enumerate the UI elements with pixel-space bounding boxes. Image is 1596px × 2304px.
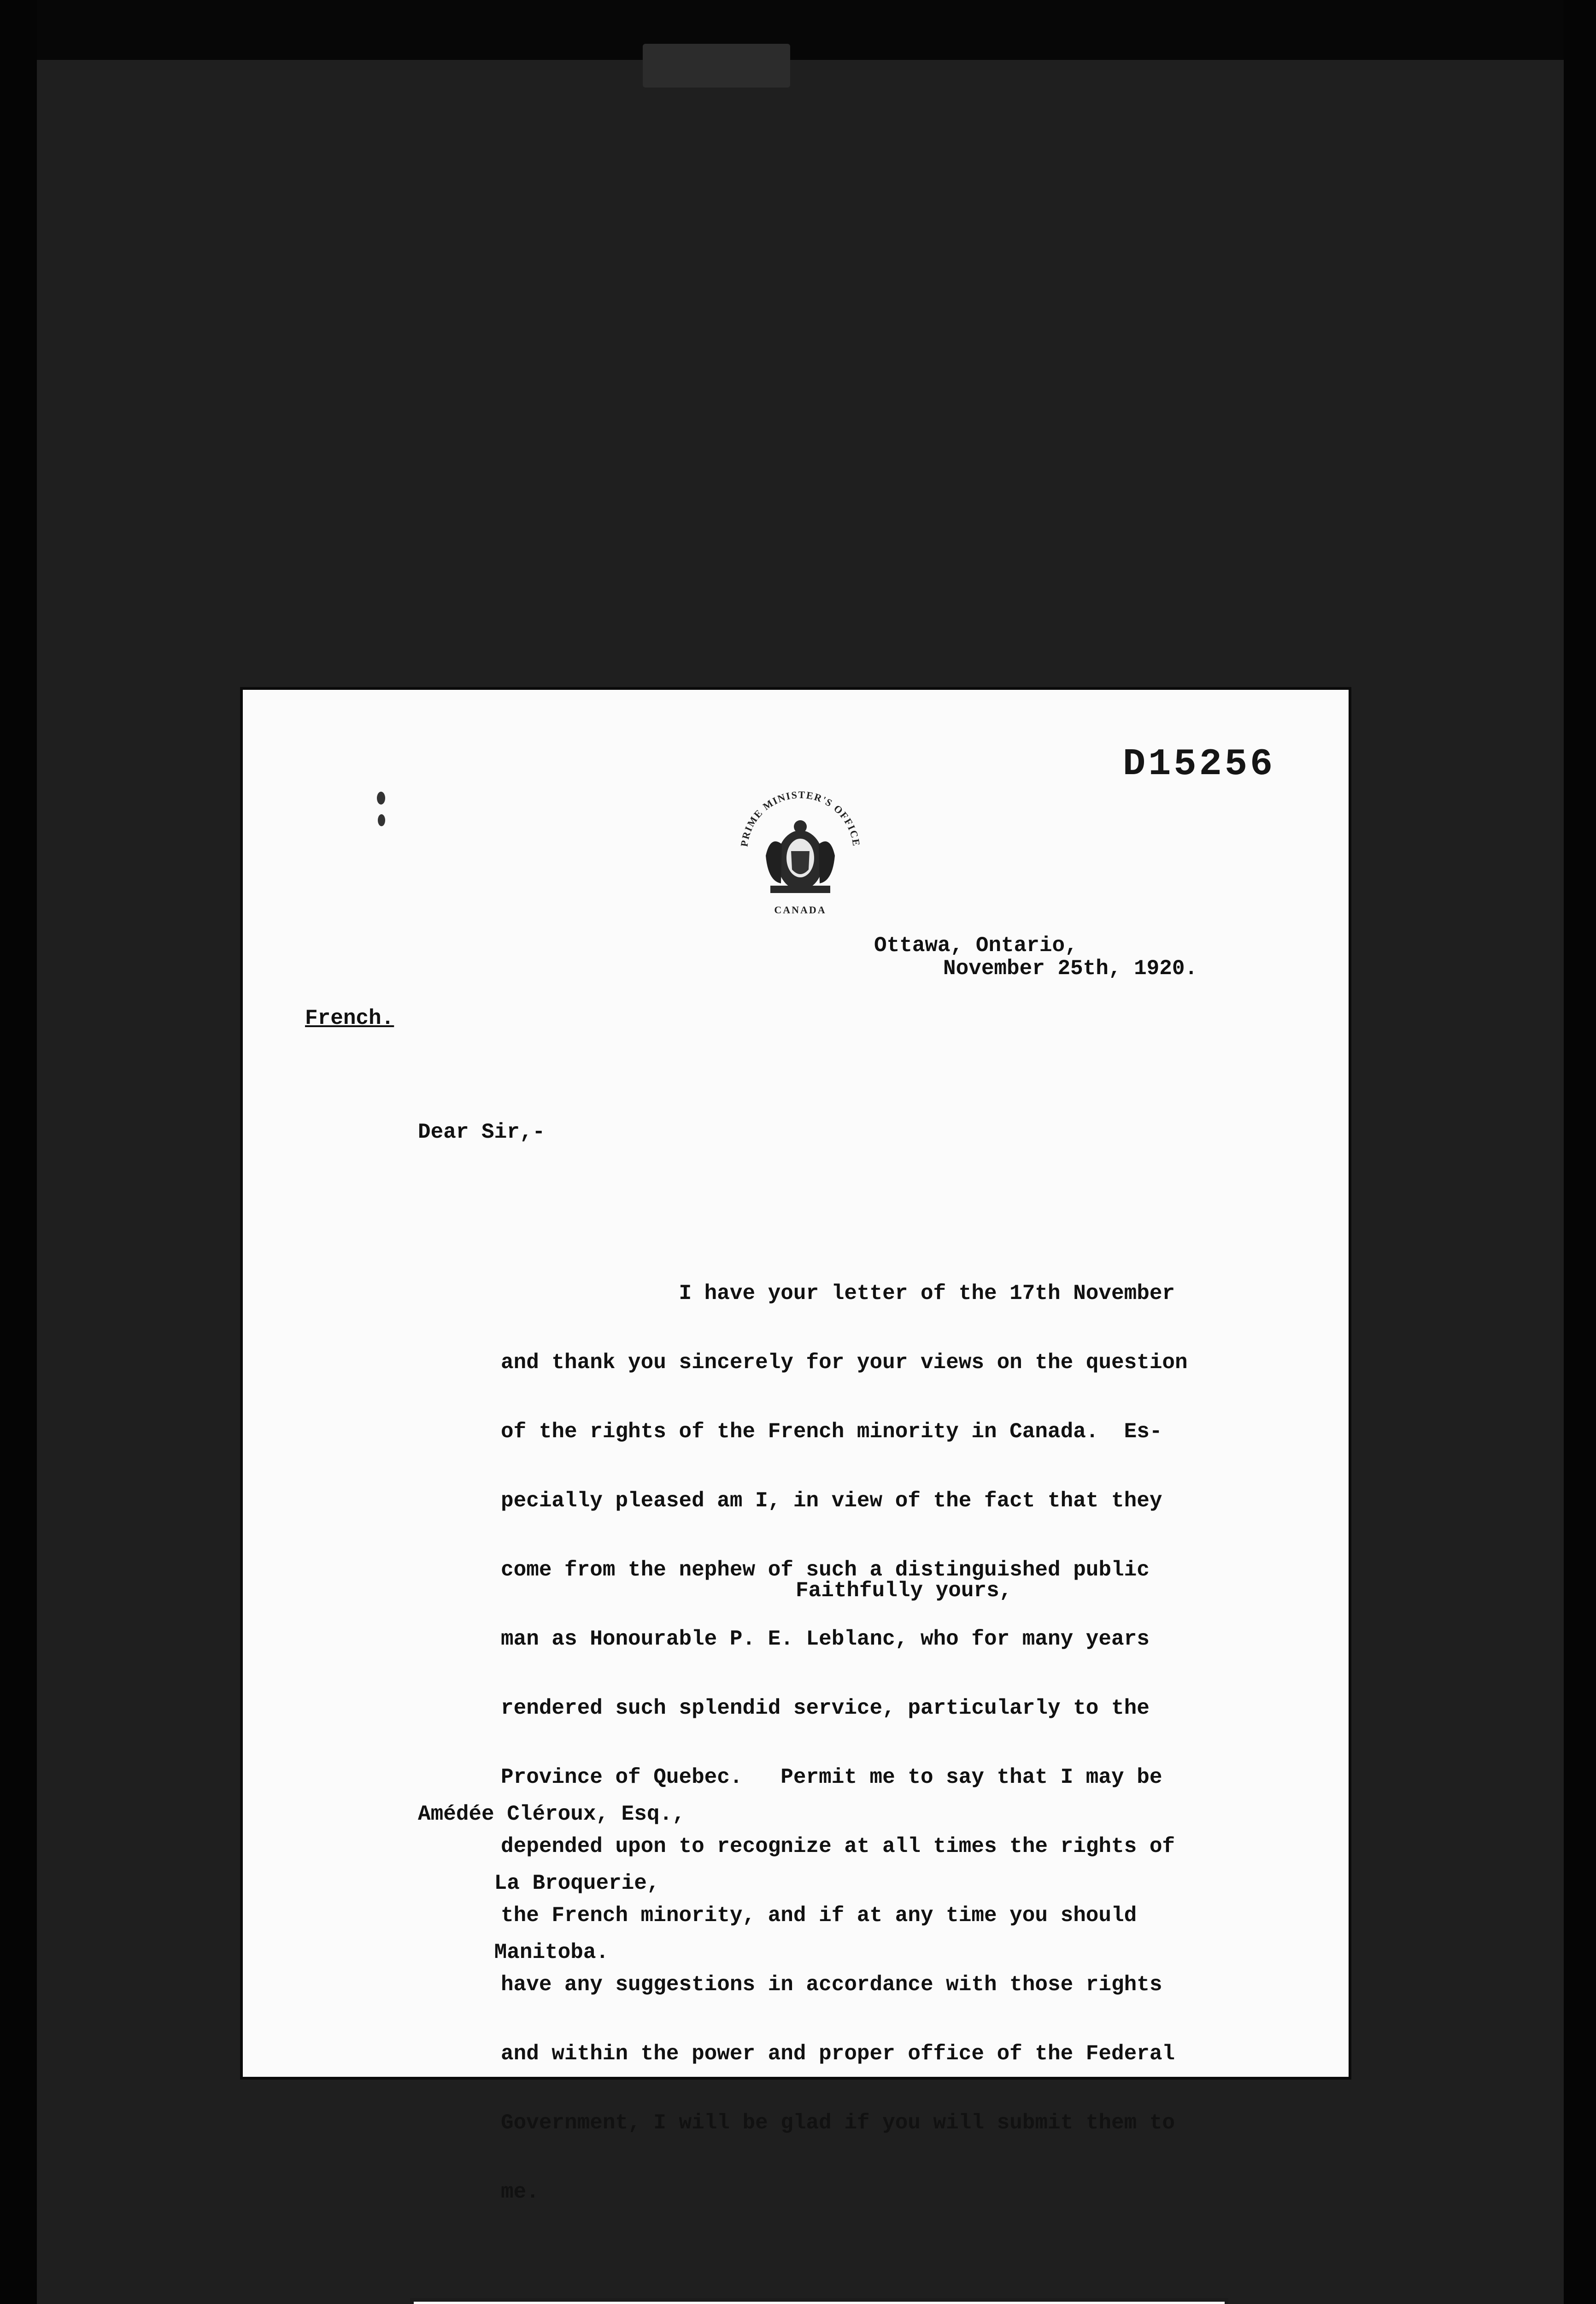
letter-salutation: Dear Sir,- [418,1120,546,1144]
addressee-line: Manitoba. [418,1940,609,1964]
body-line: pecially pleased am I, in view of the fact that they [501,1489,1162,1513]
body-line: Government, I will be glad if you will submit them to [501,2111,1175,2135]
prime-minister-crest-icon [727,775,874,927]
crest-arc-text: PRIME MINISTER'S OFFICE [738,788,863,847]
body-line: of the rights of the French minority in Canada. Es- [501,1420,1162,1444]
body-line: me. [501,2180,539,2204]
mounting-clip [643,44,790,88]
letter-addressee [418,1757,685,2010]
body-line: the French minority, and if at any time you should [501,1904,1137,1928]
body-line: man as Honourable P. E. Leblanc, who for many years [501,1627,1150,1651]
film-border-right [1564,0,1596,2304]
series-strip [414,2302,1225,2304]
letter-closing: Faithfully yours, [796,1579,1012,1603]
punch-mark-icon [374,784,388,835]
letter-dateline [874,934,1197,980]
body-line: rendered such splendid service, particularly to the [501,1696,1150,1720]
body-line: and within the power and proper office of the Federal [501,2042,1175,2066]
body-line: depended upon to recognize at all times the rights of [501,1834,1175,1858]
body-line: I have your letter of the 17th November [501,1281,1175,1305]
addressee-line: Amédée Cléroux, Esq., [418,1802,685,1826]
letter-page [243,690,1349,2204]
body-line: have any suggestions in accordance with those rights [501,1973,1162,1997]
body-line: come from the nephew of such a distinguished public [501,1558,1150,1582]
letter-reference: French. [305,1006,394,1030]
letter-place: Ottawa, Ontario, [874,934,1078,958]
film-border-top [0,0,1596,60]
addressee-line: La Broquerie, [418,1871,660,1895]
letter-date: November 25th, 1920. [943,957,1198,981]
crest-country-text: CANADA [774,904,827,916]
letter-body [501,1236,1188,2250]
body-line: and thank you sincerely for your views on the question [501,1351,1188,1375]
document-number: D15256 [1123,743,1276,786]
film-border-left [0,0,37,2304]
body-line: Province of Quebec. Permit me to say that I may be [501,1765,1162,1789]
